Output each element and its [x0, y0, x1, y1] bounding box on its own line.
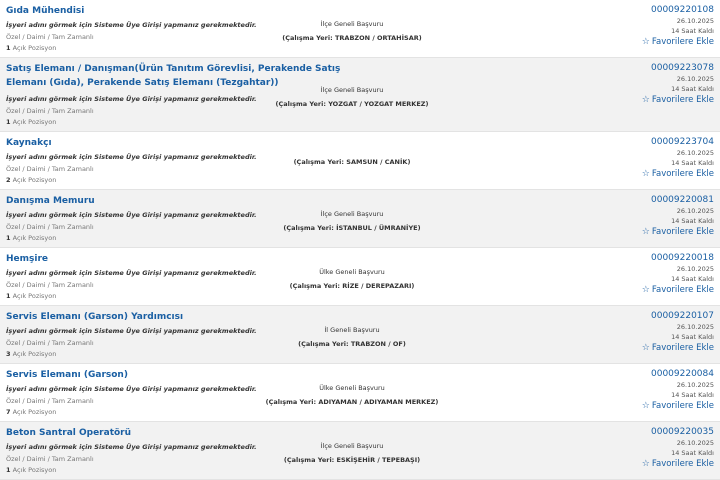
job-type-meta: Özel / Daimi / Tam Zamanlı [6, 455, 94, 463]
star-icon: ☆ [641, 459, 650, 469]
open-positions-label: Açık Pozisyon [12, 176, 57, 184]
job-listing-row [0, 190, 720, 248]
time-remaining: 14 Saat Kaldı [671, 333, 714, 341]
time-remaining: 14 Saat Kaldı [671, 217, 714, 225]
application-info [232, 20, 472, 42]
open-positions [6, 118, 56, 126]
open-positions-label: Açık Pozisyon [12, 408, 57, 416]
listing-date: 26.10.2025 [676, 17, 714, 25]
listing-id-link[interactable]: 00009220107 [651, 311, 714, 321]
job-title-link[interactable]: Servis Elemanı (Garson) [6, 370, 128, 380]
add-to-favorites-button[interactable] [642, 458, 714, 470]
listing-id-link[interactable]: 00009220018 [651, 253, 714, 263]
application-info [232, 384, 472, 406]
job-title-link[interactable]: Kaynakçı [6, 138, 52, 148]
open-positions-count: 1 [6, 44, 11, 52]
job-listing-row [0, 422, 720, 480]
login-notice: İşyeri adını görmek için Sisteme Üye Girişi yapmanız gerekmektedir. [6, 385, 257, 393]
work-location: (Çalışma Yeri: TRABZON / ORTAHİSAR) [282, 34, 422, 42]
listing-date: 26.10.2025 [676, 323, 714, 331]
login-notice: İşyeri adını görmek için Sisteme Üye Girişi yapmanız gerekmektedir. [6, 21, 257, 29]
login-notice: İşyeri adını görmek için Sisteme Üye Girişi yapmanız gerekmektedir. [6, 211, 257, 219]
listing-date: 26.10.2025 [676, 381, 714, 389]
listing-date: 26.10.2025 [676, 265, 714, 273]
time-remaining: 14 Saat Kaldı [671, 391, 714, 399]
open-positions [6, 408, 56, 416]
application-info [232, 152, 472, 166]
work-location: (Çalışma Yeri: İSTANBUL / ÜMRANİYE) [283, 224, 421, 232]
listing-date: 26.10.2025 [676, 149, 714, 157]
open-positions-label: Açık Pozisyon [12, 350, 57, 358]
open-positions-label: Açık Pozisyon [12, 292, 57, 300]
add-to-favorites-button[interactable] [642, 168, 714, 180]
listing-actions [642, 426, 714, 470]
open-positions-count: 1 [6, 234, 11, 242]
listing-actions [642, 310, 714, 354]
job-title-link[interactable]: Servis Elemanı (Garson) Yardımcısı [6, 312, 184, 322]
add-to-favorites-button[interactable] [642, 36, 714, 48]
job-type-meta: Özel / Daimi / Tam Zamanlı [6, 223, 94, 231]
time-remaining: 14 Saat Kaldı [671, 27, 714, 35]
add-to-favorites-label: Favorilere Ekle [651, 285, 714, 295]
open-positions-count: 2 [6, 176, 11, 184]
open-positions-count: 7 [6, 408, 11, 416]
login-notice: İşyeri adını görmek için Sisteme Üye Girişi yapmanız gerekmektedir. [6, 153, 257, 161]
open-positions [6, 234, 56, 242]
application-scope: İl Geneli Başvuru [324, 326, 380, 334]
listing-id-link[interactable]: 00009223704 [651, 137, 714, 147]
application-info [232, 442, 472, 464]
listing-date: 26.10.2025 [676, 439, 714, 447]
time-remaining: 14 Saat Kaldı [671, 275, 714, 283]
job-title-link[interactable]: Hemşire [6, 254, 48, 264]
open-positions-count: 1 [6, 466, 11, 474]
job-type-meta: Özel / Daimi / Tam Zamanlı [6, 165, 94, 173]
listing-date: 26.10.2025 [676, 207, 714, 215]
application-scope: İlçe Geneli Başvuru [320, 210, 384, 218]
application-scope: Ülke Geneli Başvuru [319, 268, 385, 276]
job-listing-row [0, 0, 720, 58]
open-positions [6, 44, 56, 52]
listing-actions [642, 136, 714, 180]
login-notice: İşyeri adını görmek için Sisteme Üye Girişi yapmanız gerekmektedir. [6, 269, 257, 277]
star-icon: ☆ [641, 37, 650, 47]
job-type-meta: Özel / Daimi / Tam Zamanlı [6, 397, 94, 405]
listing-actions [642, 252, 714, 296]
add-to-favorites-button[interactable] [642, 226, 714, 238]
login-notice: İşyeri adını görmek için Sisteme Üye Girişi yapmanız gerekmektedir. [6, 95, 257, 103]
application-info [232, 326, 472, 348]
add-to-favorites-label: Favorilere Ekle [651, 37, 714, 47]
open-positions-label: Açık Pozisyon [12, 234, 57, 242]
application-info [232, 268, 472, 290]
job-listing-row [0, 248, 720, 306]
star-icon: ☆ [641, 401, 650, 411]
listing-id-link[interactable]: 00009220035 [651, 427, 714, 437]
application-scope: İlçe Geneli Başvuru [320, 20, 384, 28]
open-positions [6, 292, 56, 300]
add-to-favorites-button[interactable] [642, 400, 714, 412]
add-to-favorites-button[interactable] [642, 342, 714, 354]
listing-actions [642, 194, 714, 238]
time-remaining: 14 Saat Kaldı [671, 449, 714, 457]
listing-id-link[interactable]: 00009220084 [651, 369, 714, 379]
open-positions [6, 350, 56, 358]
work-location: (Çalışma Yeri: RİZE / DEREPAZARI) [289, 282, 415, 290]
star-icon: ☆ [641, 343, 650, 353]
add-to-favorites-label: Favorilere Ekle [651, 227, 714, 237]
application-info [232, 86, 472, 108]
application-info [232, 210, 472, 232]
work-location: (Çalışma Yeri: SAMSUN / CANİK) [293, 158, 411, 166]
listing-actions [642, 62, 714, 106]
job-title-link[interactable]: Danışma Memuru [6, 196, 95, 206]
job-listing-row [0, 364, 720, 422]
listing-id-link[interactable]: 00009220108 [651, 5, 714, 15]
star-icon: ☆ [641, 169, 650, 179]
open-positions [6, 176, 56, 184]
job-type-meta: Özel / Daimi / Tam Zamanlı [6, 33, 94, 41]
open-positions [6, 466, 56, 474]
listing-actions [642, 4, 714, 48]
listing-actions [642, 368, 714, 412]
add-to-favorites-label: Favorilere Ekle [651, 401, 714, 411]
job-title-link[interactable]: Satış Elemanı / Danışman(Ürün Tanıtım Görevlisi, Perakende Satış Elemanı (Gıda), Perakende Satış Elemanı (Tezgahtar)) [6, 64, 341, 88]
add-to-favorites-label: Favorilere Ekle [651, 459, 714, 469]
job-type-meta: Özel / Daimi / Tam Zamanlı [6, 107, 94, 115]
work-location: (Çalışma Yeri: YOZGAT / YOZGAT MERKEZ) [275, 100, 429, 108]
job-listing-row [0, 132, 720, 190]
listing-date: 26.10.2025 [676, 75, 714, 83]
application-scope: Ülke Geneli Başvuru [319, 384, 385, 392]
listing-id-link[interactable]: 00009220081 [651, 195, 714, 205]
job-type-meta: Özel / Daimi / Tam Zamanlı [6, 281, 94, 289]
open-positions-count: 3 [6, 350, 11, 358]
star-icon: ☆ [641, 95, 650, 105]
work-location: (Çalışma Yeri: TRABZON / OF) [298, 340, 406, 348]
job-listing-row [0, 306, 720, 364]
login-notice: İşyeri adını görmek için Sisteme Üye Girişi yapmanız gerekmektedir. [6, 443, 257, 451]
login-notice: İşyeri adını görmek için Sisteme Üye Girişi yapmanız gerekmektedir. [6, 327, 257, 335]
time-remaining: 14 Saat Kaldı [671, 159, 714, 167]
add-to-favorites-label: Favorilere Ekle [651, 95, 714, 105]
application-scope: İlçe Geneli Başvuru [320, 442, 384, 450]
open-positions-count: 1 [6, 118, 11, 126]
star-icon: ☆ [641, 227, 650, 237]
work-location: (Çalışma Yeri: ESKİŞEHİR / TEPEBAŞI) [283, 456, 421, 464]
listing-id-link[interactable]: 00009223078 [651, 63, 714, 73]
job-title-link[interactable]: Beton Santral Operatörü [6, 428, 132, 438]
job-title-link[interactable]: Gıda Mühendisi [6, 6, 85, 16]
add-to-favorites-button[interactable] [642, 284, 714, 296]
star-icon: ☆ [641, 285, 650, 295]
open-positions-count: 1 [6, 292, 11, 300]
open-positions-label: Açık Pozisyon [12, 44, 57, 52]
job-type-meta: Özel / Daimi / Tam Zamanlı [6, 339, 94, 347]
add-to-favorites-label: Favorilere Ekle [651, 169, 714, 179]
open-positions-label: Açık Pozisyon [12, 118, 57, 126]
time-remaining: 14 Saat Kaldı [671, 85, 714, 93]
open-positions-label: Açık Pozisyon [12, 466, 57, 474]
application-scope: İlçe Geneli Başvuru [320, 86, 384, 94]
add-to-favorites-button[interactable] [642, 94, 714, 106]
add-to-favorites-label: Favorilere Ekle [651, 343, 714, 353]
job-listing-row [0, 58, 720, 132]
work-location: (Çalışma Yeri: ADIYAMAN / ADIYAMAN MERKEZ) [265, 398, 439, 406]
